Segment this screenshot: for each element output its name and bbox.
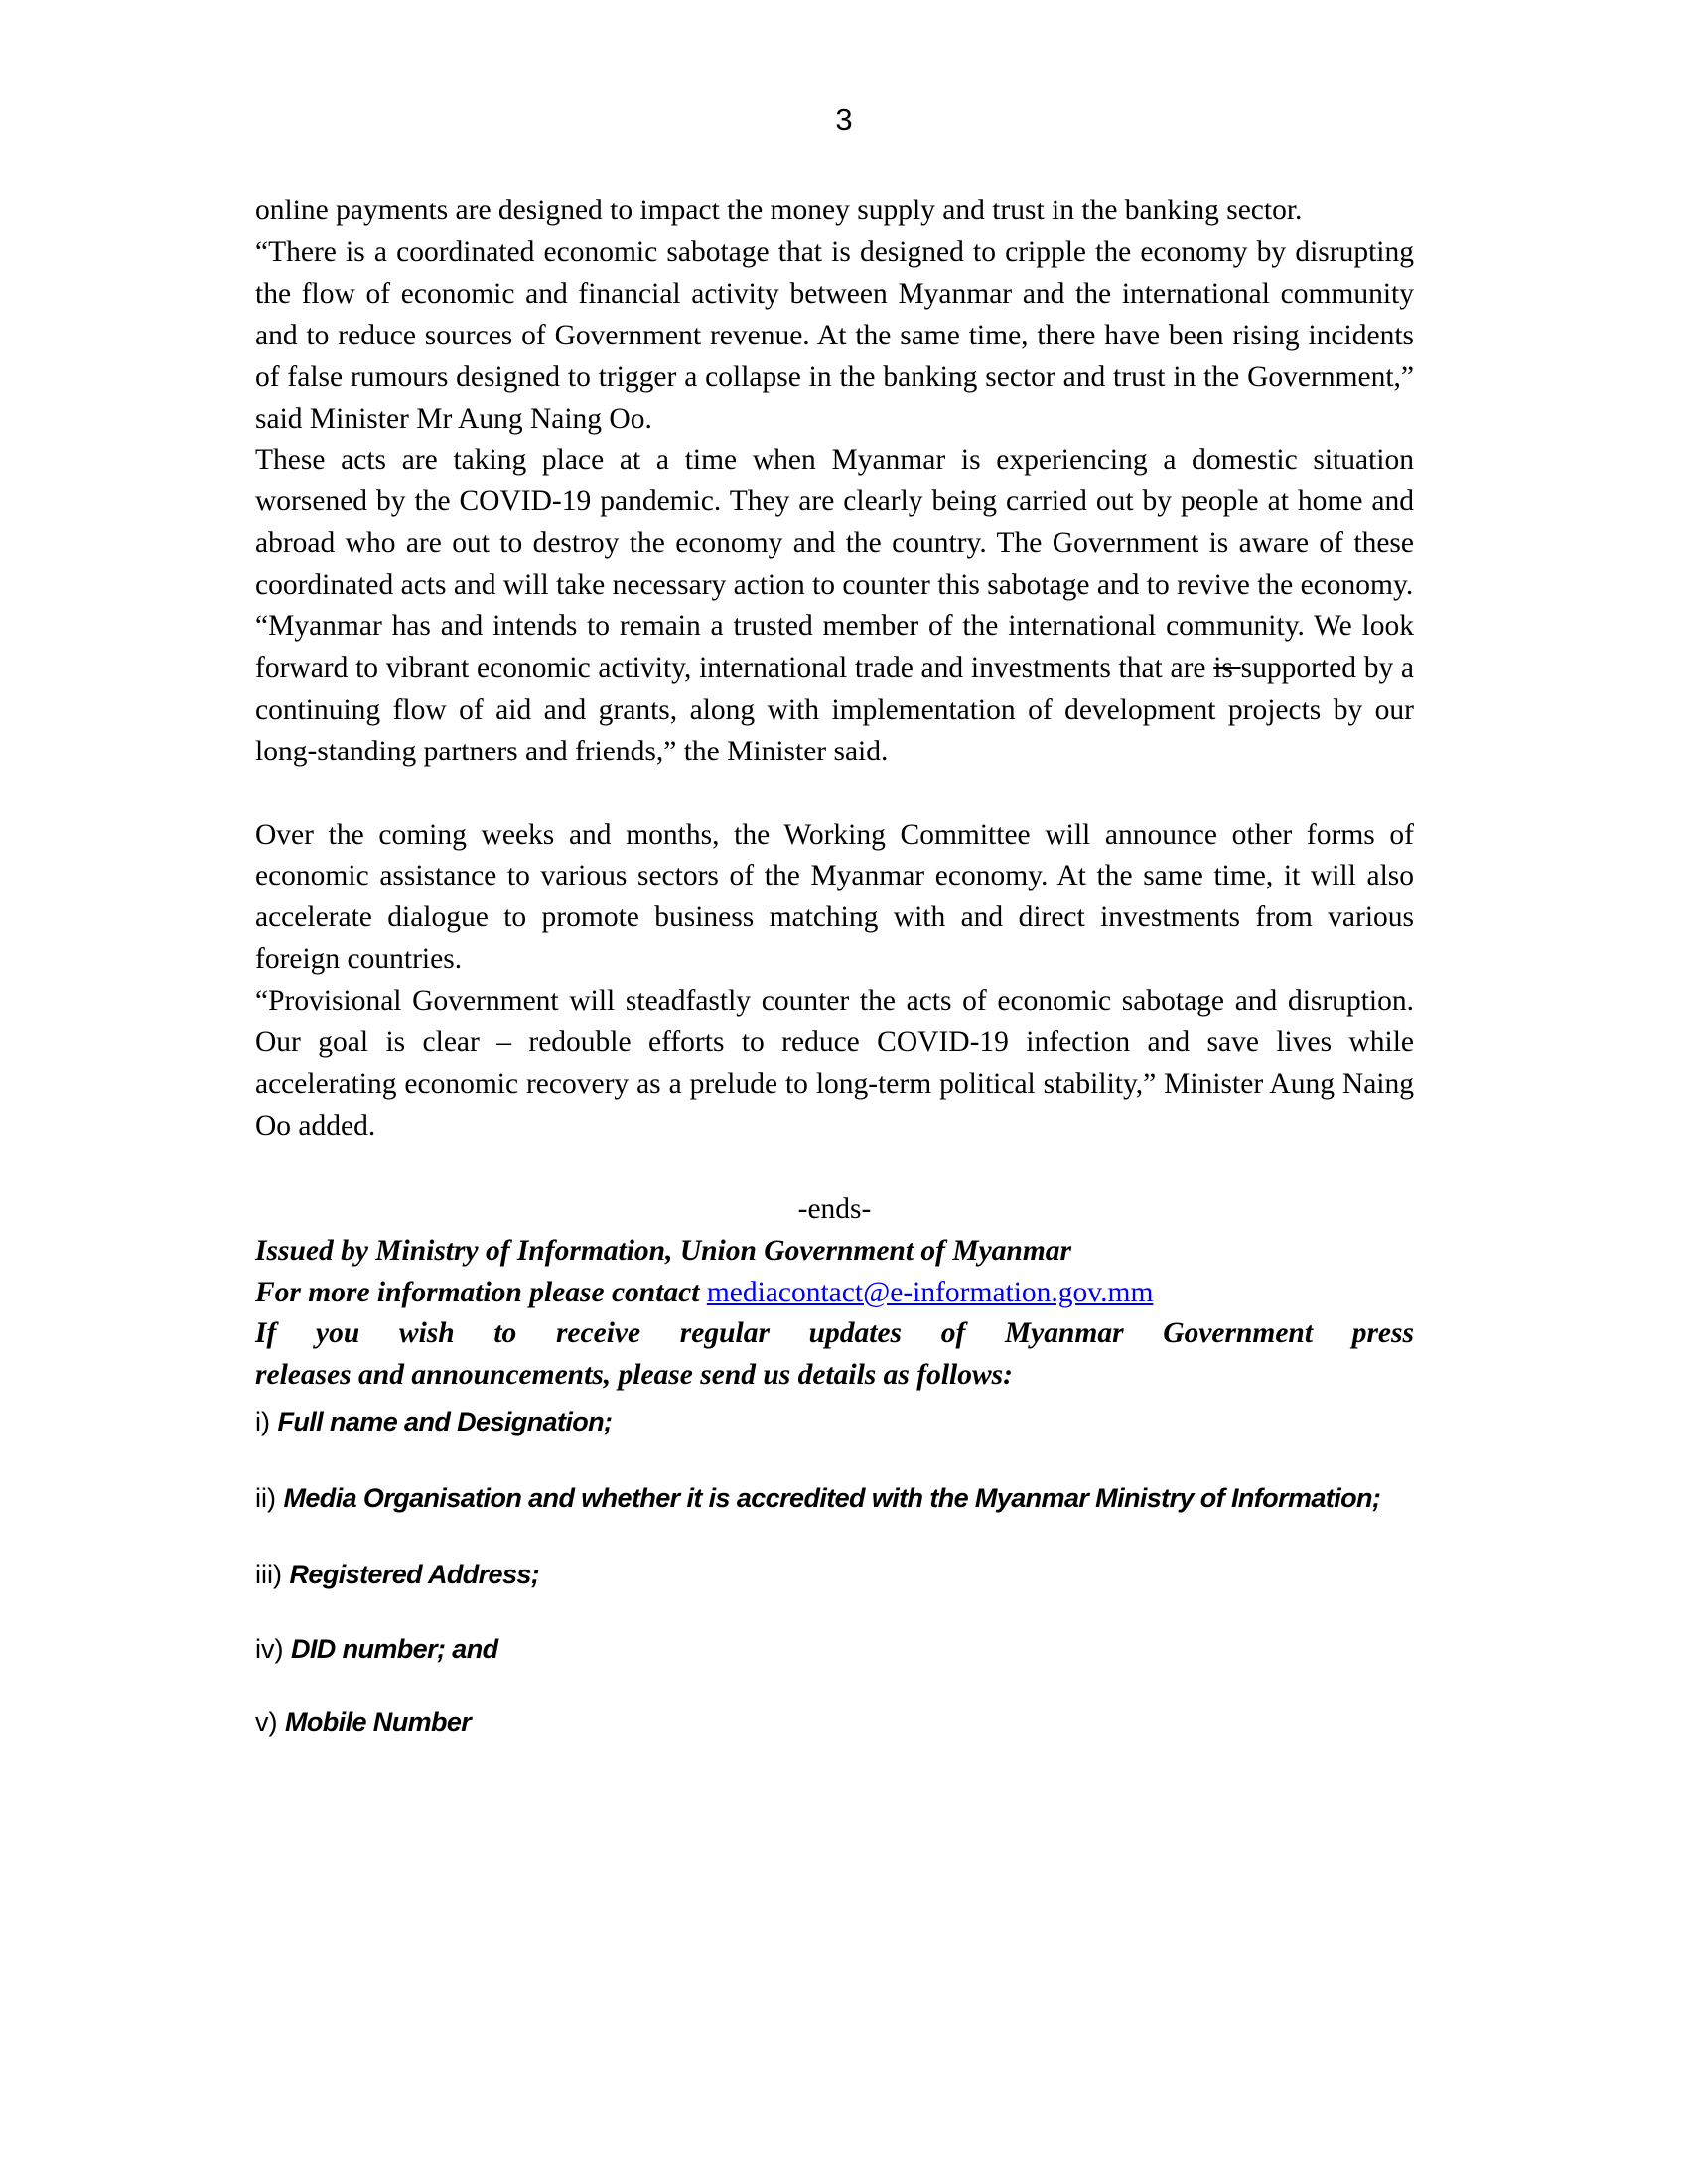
- detail-text: DID number; and: [291, 1634, 498, 1665]
- detail-number: v): [255, 1707, 285, 1738]
- paragraph-provisional-government-quote: “Provisional Government will steadfastly counter the acts of economic sabotage and disruption. Our goal is clear – redouble efforts to reduce COVID-19 infection and save lives while accelerating economic recovery as a prelude to long-term political stability,” Minister Aung Naing Oo added.: [255, 985, 1414, 1142]
- quote-text-end: supported by a continuing flow of aid and grants, along with implementation of development projects by our long-standing partners and friends,” the Minister said.: [255, 651, 1415, 767]
- detail-number: iii): [255, 1560, 290, 1590]
- ends-marker: -ends-: [797, 1192, 872, 1225]
- paragraph-working-committee: Over the coming weeks and months, the Working Committee will announce other forms of economic assistance to various sectors of the Myanmar economy. At the same time, it will also accelerate dialogue to promote business matching with and direct investments from various foreign countries.: [255, 818, 1414, 976]
- paragraph-covid-context: These acts are taking place at a time when Myanmar is experiencing a domestic situation worsened by the COVID-19 pandemic. They are clearly being carried out by people at home and abroad who are out to destroy the economy and the country. The Government is aware of these coordinated acts and will take necessary action to counter this sabotage and to revive the economy.: [255, 444, 1414, 602]
- quote-text-start: “Myanmar has and intends to remain a trusted member of the international community. We look forward to vibrant economic activity, international trade and investments that are: [255, 611, 1414, 684]
- issued-by: Issued by Ministry of Information, Union Government of Myanmar: [255, 1234, 1072, 1267]
- detail-text: Full name and Designation;: [277, 1407, 613, 1437]
- detail-item-full-name: [255, 1401, 1414, 1442]
- detail-text: Mobile Number: [285, 1707, 472, 1738]
- document-body: [255, 191, 1414, 1743]
- spacer: [255, 1148, 1414, 1189]
- contact-line: [255, 1273, 1414, 1314]
- detail-item-did-number: [255, 1628, 1414, 1670]
- detail-item-registered-address: [255, 1554, 1414, 1595]
- contact-prefix: For more information please contact: [255, 1276, 707, 1308]
- paragraph-online-payments: online payments are designed to impact the money supply and trust in the banking sector.: [255, 195, 1303, 226]
- paragraph-sabotage-quote: “There is a coordinated economic sabotage that is designed to cripple the economy by disrupting the flow of economic and financial activity between Myanmar and the international community and to reduce sources of Government revenue. At the same time, there have been rising incidents of false rumours designed to trigger a collapse in the banking sector and trust in the Government,” said Minister Mr Aung Naing Oo.: [255, 235, 1414, 435]
- spacer: [255, 773, 1414, 815]
- detail-item-media-organisation: [255, 1474, 1414, 1522]
- updates-line-2: releases and announcements, please send us details as follows:: [255, 1359, 1013, 1392]
- detail-number: i): [255, 1407, 278, 1437]
- contact-email-link[interactable]: mediacontact@e-information.gov.mm: [706, 1276, 1154, 1308]
- paragraph-trusted-member-quote: [255, 607, 1414, 773]
- struck-word: is: [1213, 651, 1241, 684]
- detail-number: ii): [255, 1483, 284, 1514]
- detail-number: iv): [255, 1634, 291, 1665]
- detail-text: Registered Address;: [289, 1560, 540, 1590]
- detail-text: Media Organisation and whether it is accredited with the Myanmar Ministry of Information;: [283, 1483, 1381, 1514]
- page-number: 3: [835, 102, 853, 137]
- updates-line-1: If you wish to receive regular updates of Myanmar Government press: [255, 1317, 1414, 1350]
- detail-item-mobile-number: [255, 1702, 1414, 1743]
